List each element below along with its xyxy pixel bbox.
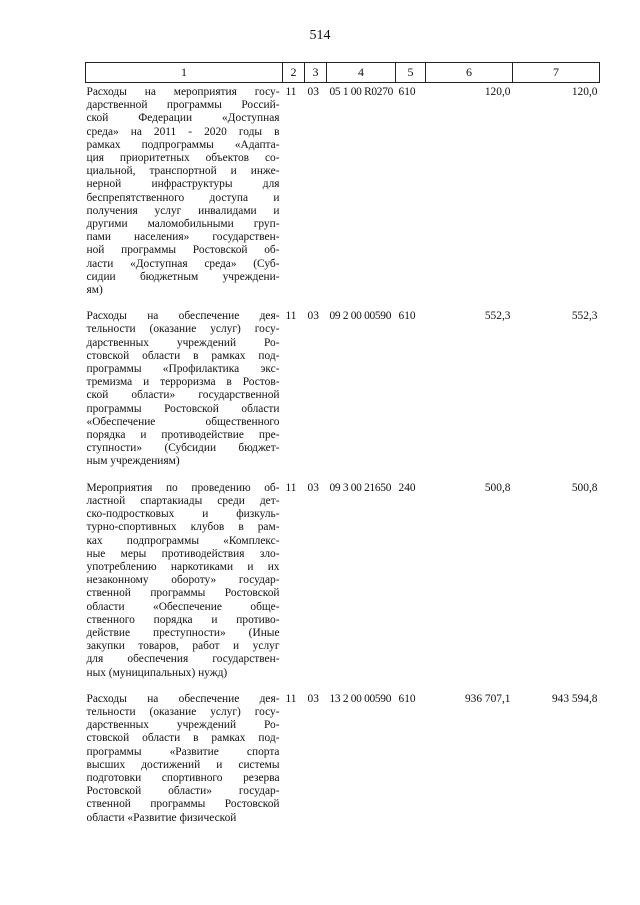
row-description (86, 690, 283, 835)
description-line: нерной инфраструктуры для (86, 178, 280, 191)
description-line: стовской области в рамках под- (86, 349, 280, 362)
budget-table (85, 62, 600, 835)
description-line: турно-спортивных клубов в рам- (86, 521, 280, 534)
description-line: высших достижений и системы (86, 758, 280, 771)
description-line: тельности (оказание услуг) госу- (86, 323, 280, 336)
description-line: ской Федерации «Доступная (86, 112, 280, 125)
table-row (86, 307, 600, 478)
description-line: дарственной программы Россий- (86, 99, 280, 112)
row-rz-code: 11 (285, 86, 297, 98)
table-row (86, 479, 600, 690)
description-line: Расходы на обеспечение дея- (86, 692, 280, 705)
description-line: беспрепятственного доступа и (86, 191, 280, 204)
column-header-2: 2 (283, 63, 305, 83)
description-line: ластной спартакиады среди дет- (86, 494, 280, 507)
row-amount-col7: 120,0 (571, 86, 598, 98)
description-line: ственной программы Ростовской (86, 587, 280, 600)
description-line: Мероприятия по проведению об- (86, 481, 280, 494)
description-line: сидии бюджетным учреждени- (86, 270, 280, 283)
description-line: ласти «Доступная среда» (Суб- (86, 257, 280, 270)
row-pr-code: 03 (307, 692, 319, 705)
row-amount-col6: 552,3 (484, 310, 511, 323)
row-csr-code: 09 3 00 21650 (329, 481, 392, 494)
column-header-6: 6 (426, 63, 513, 83)
row-description (86, 479, 283, 690)
description-line: ция приоритетных объектов со- (86, 152, 280, 165)
row-amount-col6: 936 707,1 (464, 692, 511, 705)
row-amount-col7: 943 594,8 (551, 692, 598, 705)
description-line: ках подпрограммы «Комплекс- (86, 534, 280, 547)
table-header-row (86, 63, 600, 83)
description-line: другими маломобильными груп- (86, 218, 280, 231)
row-vr-code: 610 (398, 310, 416, 323)
description-line: тремизма и терроризма в Ростов- (86, 376, 280, 389)
page-number: 514 (309, 28, 331, 43)
row-vr-code: 240 (398, 481, 416, 494)
row-amount-col6: 120,0 (484, 86, 511, 98)
column-header-5: 5 (396, 63, 426, 83)
row-csr-code: 05 1 00 R0270 (329, 86, 393, 98)
column-header-7: 7 (513, 63, 600, 83)
description-line: ступности» (Субсидии бюджет- (86, 442, 280, 455)
description-line: незаконному обороту» государ- (86, 574, 280, 587)
description-line: ных (муниципальных) нужд) (86, 666, 228, 679)
row-rz-code: 11 (285, 310, 297, 323)
description-line: среда» на 2011 - 2020 годы в (86, 125, 280, 138)
description-line: программы Ростовской области (86, 402, 280, 415)
row-vr-code: 610 (398, 692, 416, 705)
description-line: дарственных учреждений Ро- (86, 336, 280, 349)
description-line: пами населения» государствен- (86, 231, 280, 244)
description-line: Ростовской области» государ- (86, 785, 280, 798)
row-pr-code: 03 (307, 481, 319, 494)
description-line: стовской области в рамках под- (86, 732, 280, 745)
description-line: ственной программы Ростовской (86, 798, 280, 811)
description-line: порядка и противодействие пре- (86, 429, 280, 442)
description-line: подготовки спортивного резерва (86, 771, 280, 784)
description-line: закупки товаров, работ и услуг (86, 640, 280, 653)
description-line: «Обеспечение общественного (86, 415, 280, 428)
description-line: действие преступности» (Иные (86, 626, 280, 639)
description-line: циальной, транспортной и инже- (86, 165, 280, 178)
description-line: программы «Развитие спорта (86, 745, 280, 758)
row-amount-col6: 500,8 (484, 481, 511, 494)
description-line: употреблению наркотиками и их (86, 560, 280, 573)
row-csr-code: 13 2 00 00590 (329, 692, 392, 705)
description-line: Расходы на мероприятия госу- (86, 86, 280, 98)
description-line: рамках подпрограммы «Адапта- (86, 138, 280, 151)
row-amount-col7: 552,3 (571, 310, 598, 323)
description-line: программы «Профилактика экс- (86, 363, 280, 376)
row-description (86, 83, 283, 308)
description-line: ям) (86, 284, 103, 297)
description-line: ственного порядка и противо- (86, 613, 280, 626)
row-pr-code: 03 (307, 310, 319, 323)
description-line: Расходы на обеспечение дея- (86, 310, 280, 323)
description-line: ской области» государственной (86, 389, 280, 402)
description-line: ной программы Ростовской об- (86, 244, 280, 257)
row-rz-code: 11 (285, 692, 297, 705)
column-header-4: 4 (327, 63, 396, 83)
description-line: ско-подростковых и физкуль- (86, 508, 280, 521)
row-vr-code: 610 (398, 86, 416, 98)
column-header-3: 3 (305, 63, 327, 83)
row-description (86, 307, 283, 478)
description-line: ные меры противодействия зло- (86, 547, 280, 560)
description-line: тельности (оказание услуг) госу- (86, 705, 280, 718)
description-line: области «Обеспечение обще- (86, 600, 280, 613)
description-line: дарственных учреждений Ро- (86, 719, 280, 732)
description-line: для обеспечения государствен- (86, 653, 280, 666)
description-line: получения услуг инвалидами и (86, 204, 280, 217)
row-csr-code: 09 2 00 00590 (329, 310, 392, 323)
table-row (86, 690, 600, 835)
table-row (86, 83, 600, 308)
row-pr-code: 03 (307, 86, 319, 98)
description-line: области «Развитие физической (86, 811, 237, 824)
column-header-1: 1 (86, 63, 283, 83)
description-line: ным учреждениям) (86, 455, 180, 468)
row-rz-code: 11 (285, 481, 297, 494)
row-amount-col7: 500,8 (571, 481, 598, 494)
